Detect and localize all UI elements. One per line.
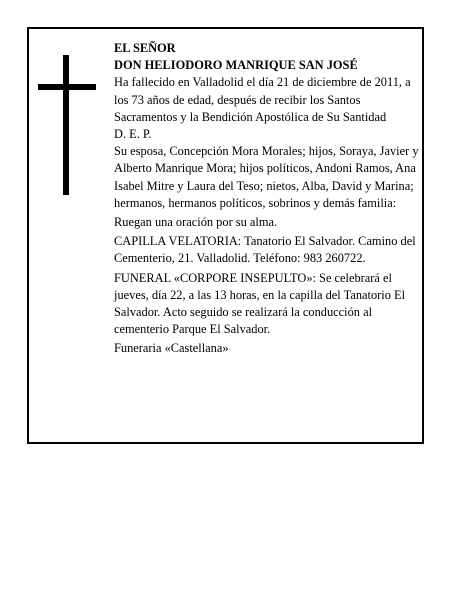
death-announcement: Ha fallecido en Valladolid el día 21 de diciembre de 2011, a los 73 años de edad, después de recibir los Santos Sacramentos y la Bendición Apostólica de Su Santidad	[114, 75, 411, 124]
obituary-text	[114, 40, 420, 358]
family-list: Su esposa, Concepción Mora Morales; hijos, Soraya, Javier y Alberto Manrique Mora; hijos políticos, Andoni Ramos, Ana Isabel Mitre y Laura del Teso; nietos, Alba, David y Marina; hermanos, hermanos políticos, sobrinos y demás familia:	[114, 144, 419, 210]
deceased-name: DON HELIODORO MANRIQUE SAN JOSÉ	[114, 58, 358, 73]
funeral-home: Funeraria «Castellana»	[114, 341, 229, 356]
cross-icon	[63, 55, 69, 195]
rest-in-peace: D. E. P.	[114, 127, 152, 142]
wake-chapel-info: CAPILLA VELATORIA: Tanatorio El Salvador. Camino del Cementerio, 21. Valladolid. Teléfono: 983 260722.	[114, 234, 416, 266]
title-line-1: EL SEÑOR	[114, 41, 176, 55]
funeral-info: FUNERAL «CORPORE INSEPULTO»: Se celebrará el jueves, día 22, a las 13 horas, en la capilla del Tanatorio El Salvador. Acto seguido se realizará la conducción al cementerio Parque El Salvador.	[114, 270, 406, 337]
prayer-request: Ruegan una oración por su alma.	[114, 215, 278, 230]
cross-icon-crossbar	[38, 84, 96, 90]
